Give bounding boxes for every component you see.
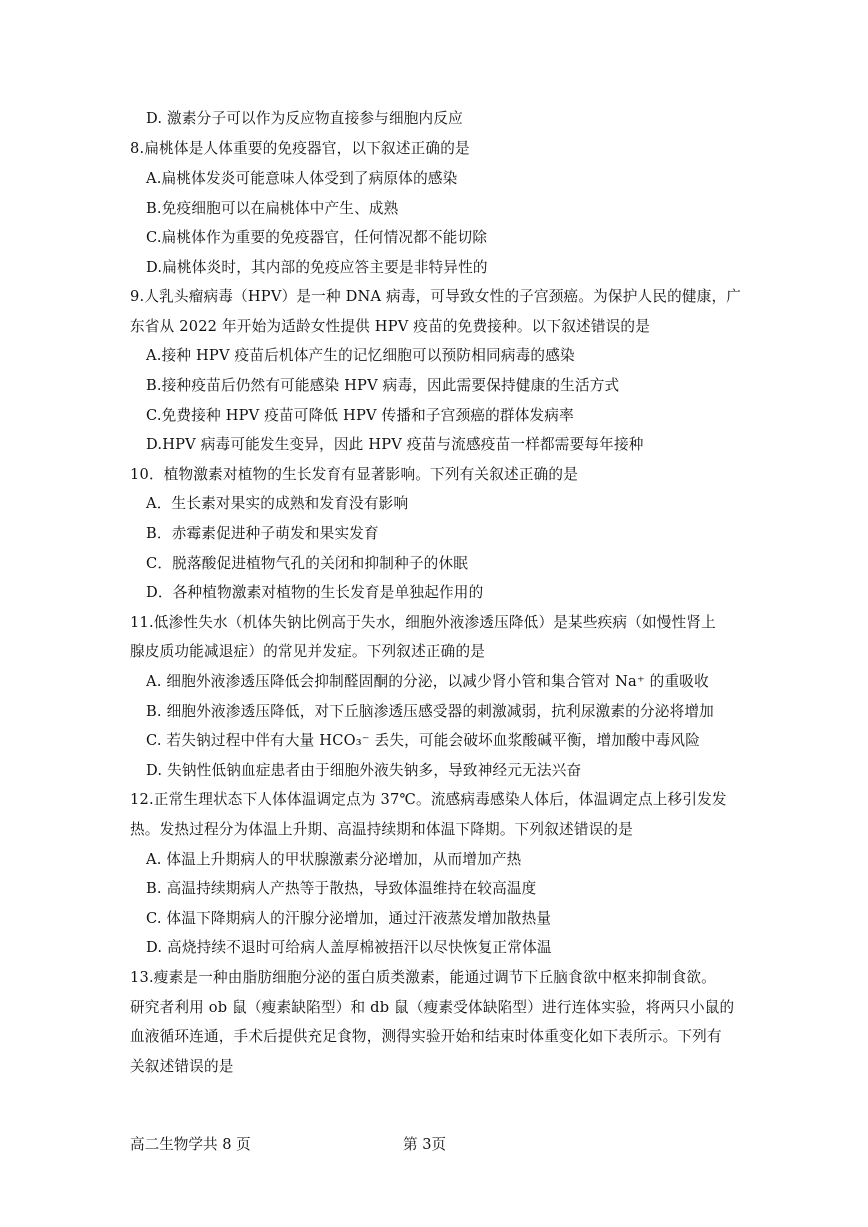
question-8: 8.扁桃体是人体重要的免疫器官，以下叙述正确的是 [130, 140, 470, 157]
option: A. 体温上升期病人的甲状腺激素分泌增加，从而增加产热 [146, 851, 522, 868]
option: C. 若失钠过程中伴有大量 HCO₃⁻ 丢失，可能会破坏血浆酸碱平衡，增加酸中毒风险 [146, 732, 701, 749]
question-13-cont: 关叙述错误的是 [130, 1058, 234, 1075]
option: B.接种疫苗后仍然有可能感染 HPV 病毒，因此需要保持健康的生活方式 [146, 377, 620, 394]
option: B.免疫细胞可以在扁桃体中产生、成熟 [146, 200, 399, 217]
question-11: 11.低渗性失水（机体失钠比例高于失水，细胞外液渗透压降低）是某些疾病（如慢性肾上 [130, 614, 716, 631]
option: C.免费接种 HPV 疫苗可降低 HPV 传播和子宫颈癌的群体发病率 [146, 407, 574, 424]
option: D.HPV 病毒可能发生变异，因此 HPV 疫苗与流感疫苗一样都需要每年接种 [146, 436, 644, 453]
option: B. 高温持续期病人产热等于散热，导致体温维持在较高温度 [146, 880, 537, 897]
option: A.扁桃体发炎可能意味人体受到了病原体的感染 [146, 170, 458, 187]
question-11-cont: 腺皮质功能减退症）的常见并发症。下列叙述正确的是 [130, 643, 486, 660]
question-12-cont: 热。发热过程分为体温上升期、高温持续期和体温下降期。下列叙述错误的是 [130, 821, 633, 838]
option: C. 体温下降期病人的汗腺分泌增加，通过汗液蒸发增加散热量 [146, 910, 552, 927]
option: D．各种植物激素对植物的生长发育是单独起作用的 [146, 584, 484, 601]
question-10: 10．植物激素对植物的生长发育有显著影响。下列有关叙述正确的是 [130, 466, 578, 483]
option: C．脱落酸促进植物气孔的关闭和抑制种子的休眠 [146, 555, 469, 572]
question-13-cont: 血液循环连通，手术后提供充足食物，测得实验开始和结束时体重变化如下表所示。下列有 [130, 1028, 722, 1045]
option: C.扁桃体作为重要的免疫器官，任何情况都不能切除 [146, 229, 488, 246]
option: B. 细胞外液渗透压降低，对下丘脑渗透压感受器的刺激减弱，抗利尿激素的分泌将增加 [146, 703, 714, 720]
question-13-cont: 研究者利用 ob 鼠（瘦素缺陷型）和 db 鼠（瘦素受体缺陷型）进行连体实验，将两只小鼠的 [130, 999, 735, 1016]
question-9-cont: 东省从 2022 年开始为适龄女性提供 HPV 疫苗的免费接种。以下叙述错误的是 [130, 318, 651, 335]
line: D. 激素分子可以作为反应物直接参与细胞内反应 [146, 110, 463, 127]
option: B．赤霉素促进种子萌发和果实发育 [146, 525, 379, 542]
question-13: 13.瘦素是一种由脂肪细胞分泌的蛋白质类激素，能通过调节下丘脑食欲中枢来抑制食欲。 [130, 969, 716, 986]
option: A. 细胞外液渗透压降低会抑制醛固酮的分泌，以减少肾小管和集合管对 Na⁺ 的重吸收 [146, 673, 709, 690]
question-12: 12.正常生理状态下人体体温调定点为 37℃。流感病毒感染人体后，体温调定点上移引发发 [130, 791, 727, 808]
option: A．生长素对果实的成熟和发育没有影响 [146, 495, 409, 512]
footer-total-pages: 高二生物学共 8 页 [130, 1136, 251, 1153]
option: D. 失钠性低钠血症患者由于细胞外液失钠多，导致神经元无法兴奋 [146, 762, 582, 779]
option: D.扁桃体炎时，其内部的免疫应答主要是非特异性的 [146, 259, 488, 276]
question-9: 9.人乳头瘤病毒（HPV）是一种 DNA 病毒，可导致女性的子宫颈癌。为保护人民的健康，广 [130, 288, 742, 305]
option: D. 高烧持续不退时可给病人盖厚棉被捂汗以尽快恢复正常体温 [146, 939, 552, 956]
option: A.接种 HPV 疫苗后机体产生的记忆细胞可以预防相同病毒的感染 [146, 347, 575, 364]
footer-page-number: 第 3页 [403, 1136, 447, 1153]
